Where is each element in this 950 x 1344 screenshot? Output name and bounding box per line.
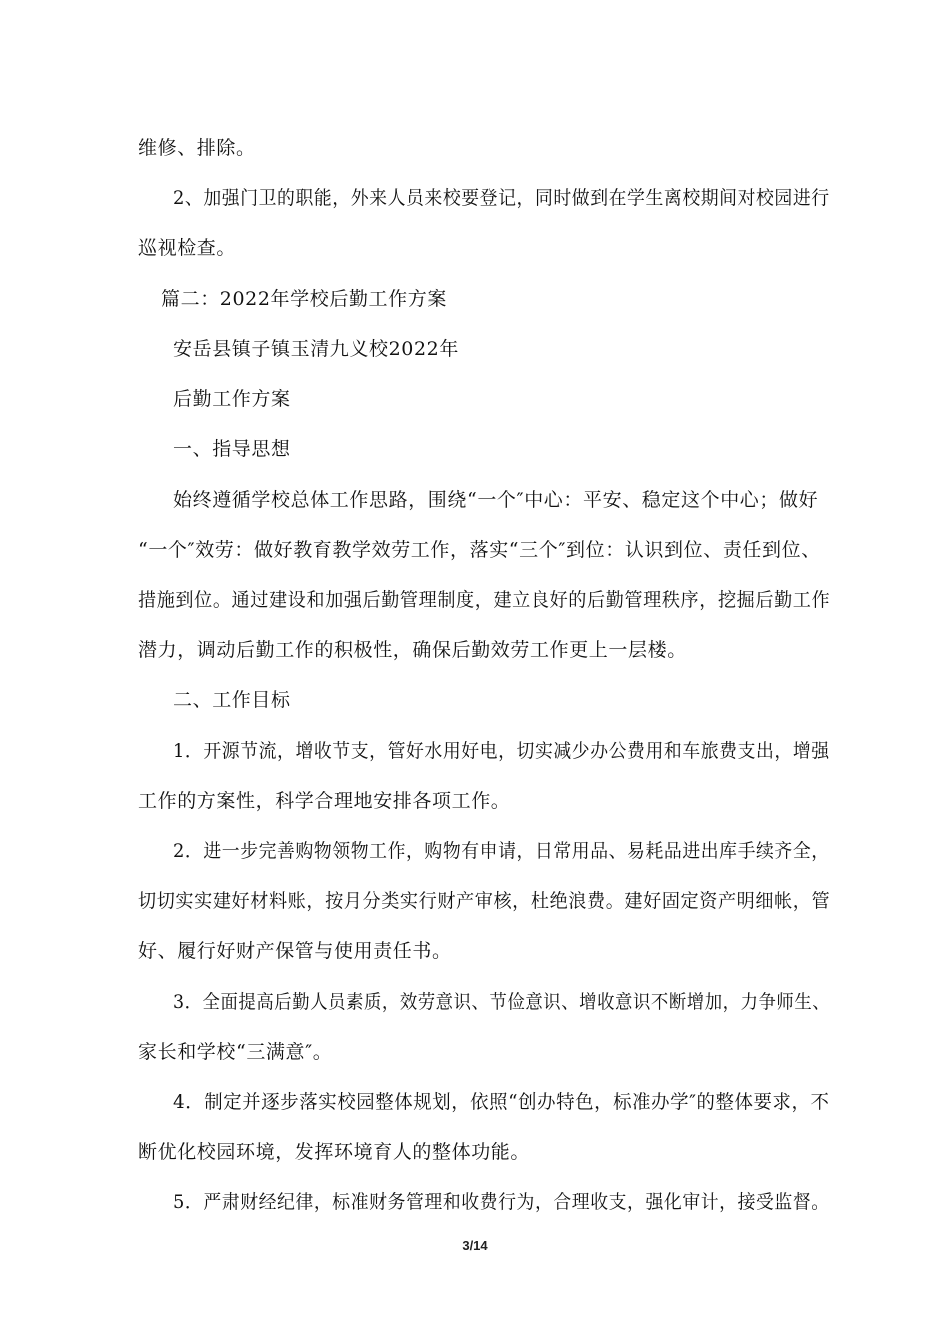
text-line: 家长和学校“三满意″。 xyxy=(138,1041,333,1063)
text-line: 1．开源节流，增收节支，管好水用好电，切实减少办公费用和车旅费支出，增强 xyxy=(173,740,830,762)
text-line: 后勤工作方案 xyxy=(173,388,291,410)
text-line: 始终遵循学校总体工作思路，围绕“一个″中心：平安、稳定这个中心；做好 xyxy=(173,489,819,511)
text-line: 4．制定并逐步落实校园整体规划，依照“创办特色，标准办学″的整体要求，不 xyxy=(173,1091,830,1113)
text-line: 工作的方案性，科学合理地安排各项工作。 xyxy=(138,790,511,812)
text-line: 2、加强门卫的职能，外来人员来校要登记，同时做到在学生离校期间对校园进行 xyxy=(173,187,830,209)
section-heading: 二、工作目标 xyxy=(173,689,291,711)
text-line: 措施到位。通过建设和加强后勤管理制度，建立良好的后勤管理秩序，挖掘后勤工作 xyxy=(138,589,831,611)
page-number: 3/14 xyxy=(462,1238,488,1253)
text-line: 2．进一步完善购物领物工作，购物有申请，日常用品、易耗品进出库手续齐全， xyxy=(173,840,830,862)
text-line: 安岳县镇子镇玉清九义校2022年 xyxy=(173,338,459,360)
text-line: 切切实实建好材料账，按月分类实行财产审核，杜绝浪费。建好固定资产明细帐，管 xyxy=(138,890,831,912)
text-line: 好、履行好财产保管与使用责任书。 xyxy=(138,940,452,962)
text-line: 5．严肃财经纪律，标准财务管理和收费行为，合理收支，强化审计，接受监督。 xyxy=(173,1191,830,1213)
text-line: 潜力，调动后勤工作的积极性，确保后勤效劳工作更上一层楼。 xyxy=(138,639,687,661)
text-line: 巡视检查。 xyxy=(138,237,237,259)
section-heading: 篇二：2022年学校后勤工作方案 xyxy=(161,288,447,310)
text-line: 3．全面提高后勤人员素质，效劳意识、节俭意识、增收意识不断增加，力争师生、 xyxy=(173,991,831,1013)
text-line: “一个″效劳：做好教育教学效劳工作，落实“三个″到位：认识到位、责任到位、 xyxy=(138,539,821,561)
section-heading: 一、指导思想 xyxy=(173,438,291,460)
text-line: 维修、排除。 xyxy=(138,137,256,159)
text-line: 断优化校园环境，发挥环境育人的整体功能。 xyxy=(138,1141,531,1163)
